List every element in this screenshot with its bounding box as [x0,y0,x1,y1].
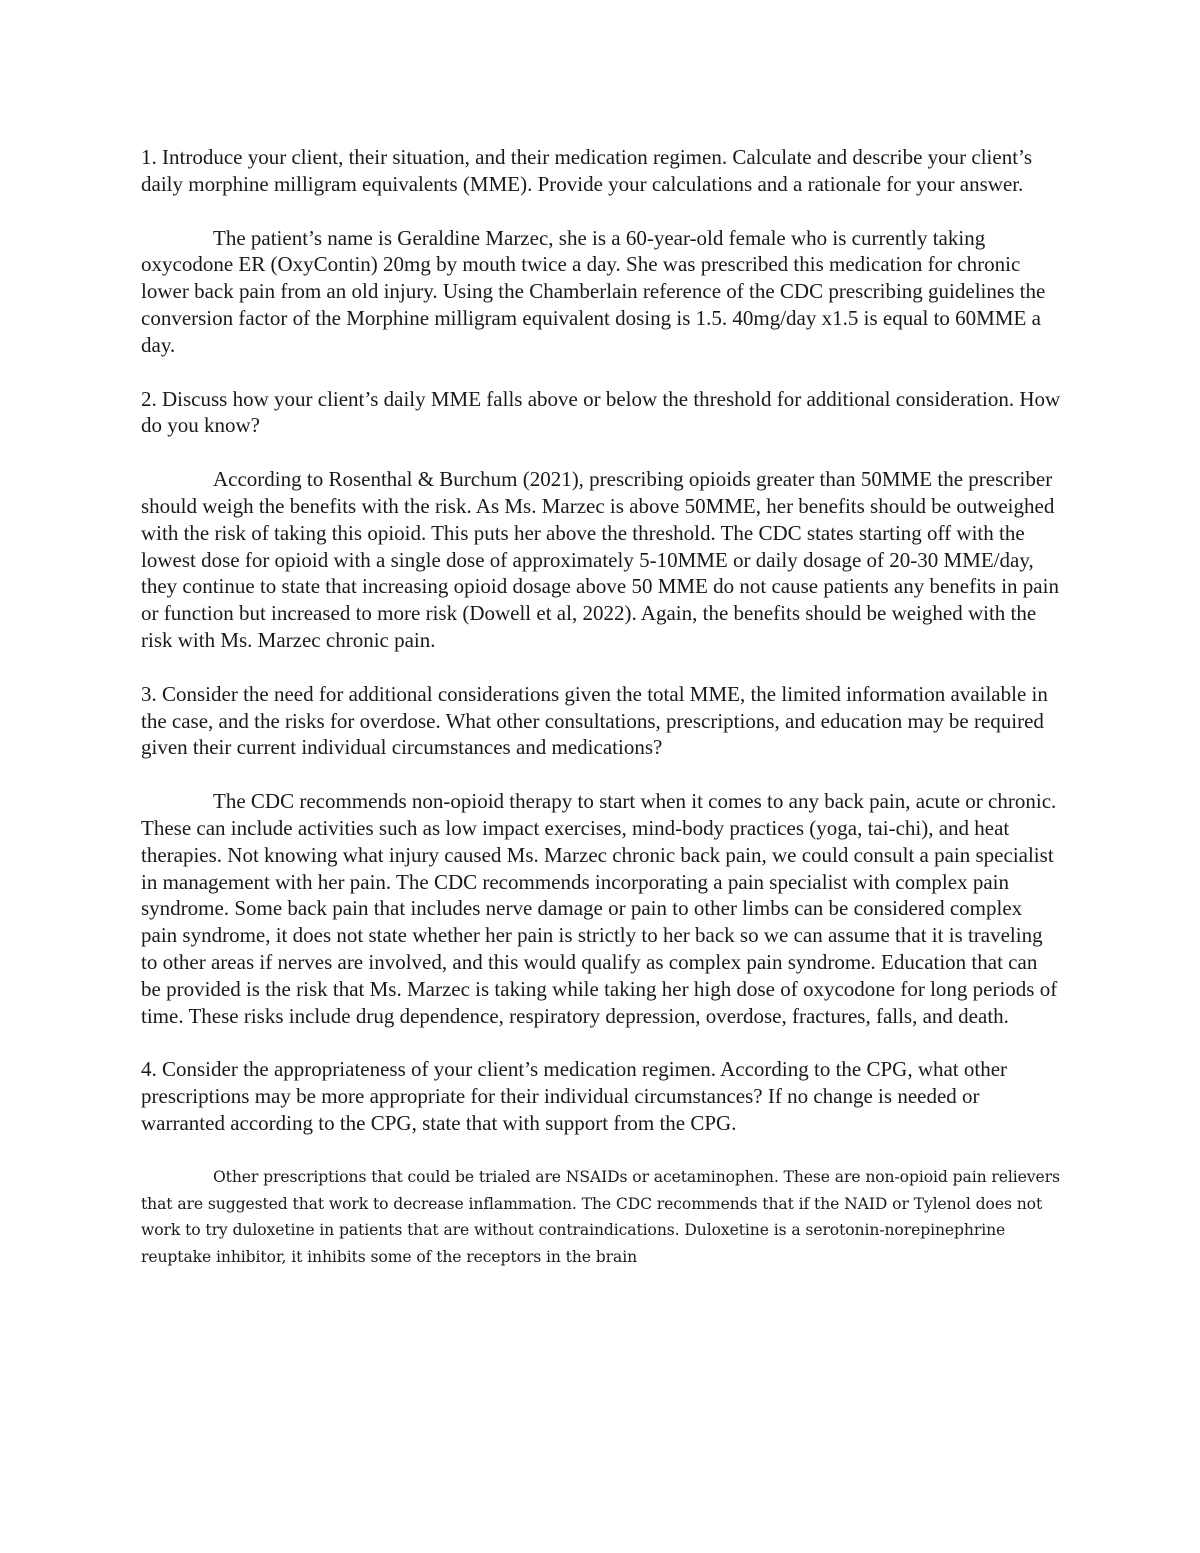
answer-2: According to Rosenthal & Burchum (2021), prescribing opioids greater than 50MME the prescriber should weigh the benefits with the risk. As Ms. Marzec is above 50MME, her benefits should be outweighed with the risk of taking this opioid. This puts her above the threshold. The CDC states starting off with the lowest dose for opioid with a single dose of approximately 5-10MME or daily dosage of 20-30 MME/day, they continue to state that increasing opioid dosage above 50 MME do not cause patients any benefits in pain or function but increased to more risk (Dowell et al, 2022). Again, the benefits should be weighed with the risk with Ms. Marzec chronic pain. [141,467,1059,652]
question-4: 4. Consider the appropriateness of your client’s medication regimen. According to the CPG, what other prescriptions may be more appropriate for their individual circumstances? If no change is needed or warranted according to the CPG, state that with support from the CPG. [141,1057,1008,1135]
question-1: 1. Introduce your client, their situation, and their medication regimen. Calculate and describe your client’s daily morphine milligram equivalents (MME). Provide your calculations and a rationale for your answer. [141,145,1033,196]
answer-1: The patient’s name is Geraldine Marzec, she is a 60-year-old female who is currently taking oxycodone ER (OxyContin) 20mg by mouth twice a day. She was prescribed this medication for chronic lower back pain from an old injury. Using the Chamberlain reference of the CDC prescribing guidelines the conversion factor of the Morphine milligram equivalent dosing is 1.5. 40mg/day x1.5 is equal to 60MME a day. [141,225,1046,357]
answer-4: Other prescriptions that could be trialed are NSAIDs or acetaminophen. These are non-opioid pain relievers that are suggested that work to decrease inflammation. The CDC recommends that if the NAID or Tylenol does not work to try duloxetine in patients that are without contraindications. Duloxetine is a serotonin-norepinephrine reuptake inhibitor, it inhibits some of the receptors in the brain [141,1167,1060,1267]
question-3: 3. Consider the need for additional considerations given the total MME, the limited information available in the case, and the risks for overdose. What other consultations, prescriptions, and education may be required given their current individual circumstances and medications? [141,681,1048,760]
answer-3: The CDC recommends non-opioid therapy to start when it comes to any back pain, acute or chronic. These can include activities such as low impact exercises, mind-body practices (yoga, tai-chi), and heat therapies. Not knowing what injury caused Ms. Marzec chronic back pain, we could consult a pain specialist in management with her pain. The CDC recommends incorporating a pain specialist with complex pain syndrome. Some back pain that includes nerve damage or pain to other limbs can be considered complex pain syndrome, it does not state whether her pain is strictly to her back so we can assume that it is traveling to other areas if nerves are involved, and this would qualify as complex pain syndrome. Education that can be provided is the risk that Ms. Marzec is taking while taking her high dose of oxycodone for long periods of time. These risks include drug dependence, respiratory depression, overdose, fractures, falls, and death. [141,789,1058,1028]
question-2: 2. Discuss how your client’s daily MME falls above or below the threshold for additional consideration. How do you know? [141,386,1061,438]
document-body [141,144,1061,1298]
